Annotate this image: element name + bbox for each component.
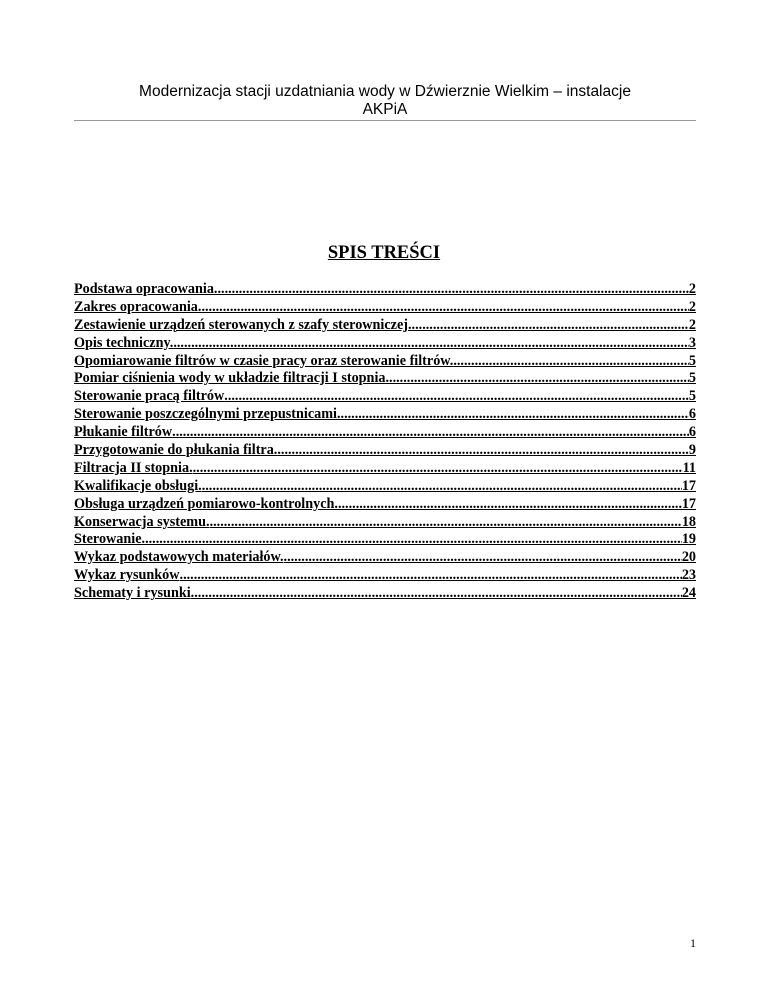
toc-leader-dots [277, 442, 689, 459]
toc-leader-dots [145, 531, 682, 548]
toc-leader-dots [191, 585, 682, 602]
toc-entry-page: 23 [681, 567, 696, 584]
toc-entry[interactable] [74, 406, 696, 424]
toc-entry-label: Płukanie filtrów [74, 424, 173, 441]
toc-entry[interactable] [74, 442, 696, 460]
toc-entry-page: 3 [688, 334, 696, 351]
toc-leader-dots [337, 406, 689, 423]
toc-entry-label: Schematy i rysunki [74, 585, 191, 602]
table-of-contents [74, 281, 696, 603]
page-number: 1 [690, 936, 696, 950]
toc-entry[interactable] [74, 424, 696, 442]
toc-entry-page: 11 [682, 459, 696, 476]
toc-entry[interactable] [74, 460, 696, 478]
toc-leader-dots [210, 514, 682, 531]
toc-entry-page: 2 [688, 298, 696, 315]
toc-entry-label: Przygotowanie do płukania filtra. [74, 442, 278, 459]
toc-entry-page: 6 [688, 406, 696, 423]
toc-entry-page: 19 [681, 531, 696, 548]
toc-entry-page: 17 [681, 477, 696, 494]
toc-entry[interactable] [74, 496, 696, 514]
toc-leader-dots [173, 335, 689, 352]
toc-leader-dots [453, 353, 689, 370]
toc-entry[interactable] [74, 585, 696, 603]
toc-entry-page: 5 [688, 352, 696, 369]
toc-entry-label: Filtracja II stopnia. [74, 459, 193, 476]
toc-entry-label: Zestawienie urządzeń sterowanych z szafy sterowniczej [74, 316, 408, 333]
header-title-line-1: Modernizacja stacji uzdatniania wody w Dźwierznie Wielkim – instalacje [139, 83, 631, 100]
toc-entry-label: Sterowanie pracą filtrów [74, 388, 225, 405]
toc-entry-label: Wykaz rysunków [74, 567, 180, 584]
toc-entry-page: 24 [681, 585, 696, 602]
toc-entry-page: 9 [688, 442, 696, 459]
toc-leader-dots [224, 388, 689, 405]
toc-entry-label: Sterowanie poszczególnymi przepustnicami [74, 406, 337, 423]
toc-entry-label: Zakres opracowania. [74, 298, 202, 315]
toc-leader-dots [214, 281, 689, 298]
toc-leader-dots [408, 317, 689, 334]
toc-entry[interactable] [74, 514, 696, 532]
header-title-line-2: AKPiA [362, 101, 408, 118]
toc-entry[interactable] [74, 478, 696, 496]
toc-leader-dots [180, 567, 682, 584]
toc-entry-label: Pomiar ciśnienia wody w układzie filtracji I stopnia [74, 370, 386, 387]
toc-entry[interactable] [74, 388, 696, 406]
toc-entry[interactable] [74, 281, 696, 299]
toc-entry-label: Obsługa urządzeń pomiarowo-kontrolnych. [74, 495, 338, 512]
toc-entry[interactable] [74, 549, 696, 567]
toc-entry-label: Kwalifikacje obsługi. [74, 477, 202, 494]
toc-entry[interactable] [74, 317, 696, 335]
toc-entry-page: 6 [688, 424, 696, 441]
toc-entry-label: Wykaz podstawowych materiałów. [74, 549, 284, 566]
toc-entry-page: 2 [688, 281, 696, 297]
toc-entry-label: Konserwacja systemu. [74, 513, 210, 530]
toc-entry-label: Opomiarowanie filtrów w czasie pracy oraz sterowanie filtrów. [74, 352, 454, 369]
toc-entry-page: 5 [688, 388, 696, 405]
header-rule [74, 120, 696, 121]
toc-entry-page: 5 [688, 370, 696, 387]
toc-leader-dots [202, 478, 682, 495]
toc-entry-label: Opis techniczny. [74, 334, 174, 351]
toc-entry-page: 20 [681, 549, 696, 566]
toc-entry-label: Sterowanie. [74, 531, 146, 548]
toc-entry[interactable] [74, 567, 696, 585]
toc-entry[interactable] [74, 370, 696, 388]
toc-entry-page: 2 [688, 316, 696, 333]
toc-leader-dots [284, 549, 682, 566]
toc-entry-page: 18 [681, 513, 696, 530]
toc-leader-dots [172, 424, 689, 441]
toc-title: SPIS TREŚCI [327, 243, 441, 263]
toc-leader-dots [201, 299, 688, 316]
document-header [74, 83, 696, 119]
toc-entry[interactable] [74, 531, 696, 549]
toc-entry-page: 17 [681, 495, 696, 512]
toc-entry[interactable] [74, 353, 696, 371]
toc-entry[interactable] [74, 299, 696, 317]
toc-entry[interactable] [74, 335, 696, 353]
toc-leader-dots [193, 460, 683, 477]
toc-leader-dots [338, 496, 682, 513]
toc-entry-label: Podstawa opracowania [74, 281, 214, 297]
toc-leader-dots [385, 370, 688, 387]
